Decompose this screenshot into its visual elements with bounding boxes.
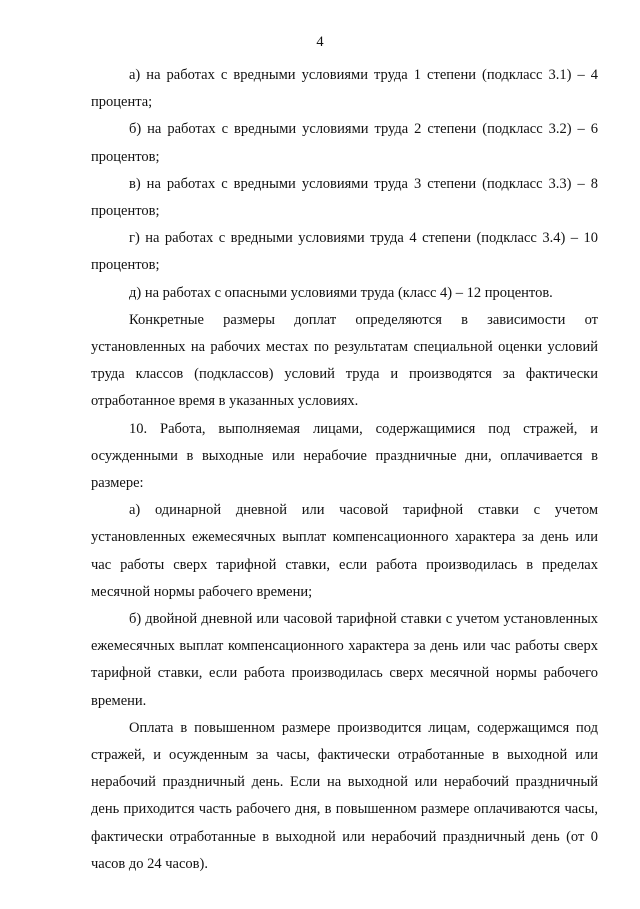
paragraph-10-weekend-holiday-work: 10. Работа, выполняемая лицами, содержащимися под стражей, и осужденными в выходные или нерабочие праздничные дни, оплачивается в размере: <box>91 420 598 492</box>
paragraph-b-double-rate: б) двойной дневной или часовой тарифной ставки с учетом установленных ежемесячных выплат компенсационного характера за день или час работы сверх тарифной ставки, если работа производилась сверх месячной нормы рабочего времени. <box>91 611 598 709</box>
paragraph-v-harmful-class-3-3: в) на работах с вредными условиями труда 3 степени (подкласс 3.3) – 8 процентов; <box>91 175 598 220</box>
paragraph-a-single-rate: а) одинарной дневной или часовой тарифной ставки с учетом установленных ежемесячных выплат компенсационного характера за день или час работы сверх тарифной ставки, если работа производилась в пределах месячной нормы рабочего времени; <box>91 502 598 600</box>
paragraph-d-dangerous-class-4: д) на работах с опасными условиями труда (класс 4) – 12 процентов. <box>129 284 553 301</box>
paragraph-specific-allowance-sizes: Конкретные размеры доплат определяются в зависимости от установленных на рабочих местах по результатам специальной оценки условий труда классов (подклассов) условий труда и производятся за фактически отработанное время в указанных условиях. <box>91 311 598 410</box>
paragraph-a-harmful-class-3-1: а) на работах с вредными условиями труда 1 степени (подкласс 3.1) – 4 процента; <box>91 67 598 111</box>
paragraph-increased-payment-rules: Оплата в повышенном размере производится лицам, содержащимся под стражей, и осужденным за часы, фактически отработанные в выходной или нерабочий праздничный день. Если на выходной или нерабочий праздничный день приходится часть рабочего дня, в повышенном размере оплачиваются часы, фактически отработанные в выходной или нерабочий праздничный день (от 0 часов до 24 часов). <box>91 719 598 872</box>
paragraph-g-harmful-class-3-4: г) на работах с вредными условиями труда 4 степени (подкласс 3.4) – 10 процентов; <box>91 230 598 274</box>
document-body <box>91 62 598 878</box>
page-number: 4 <box>316 34 324 50</box>
paragraph-b-harmful-class-3-2: б) на работах с вредными условиями труда 2 степени (подкласс 3.2) – 6 процентов; <box>91 121 598 165</box>
